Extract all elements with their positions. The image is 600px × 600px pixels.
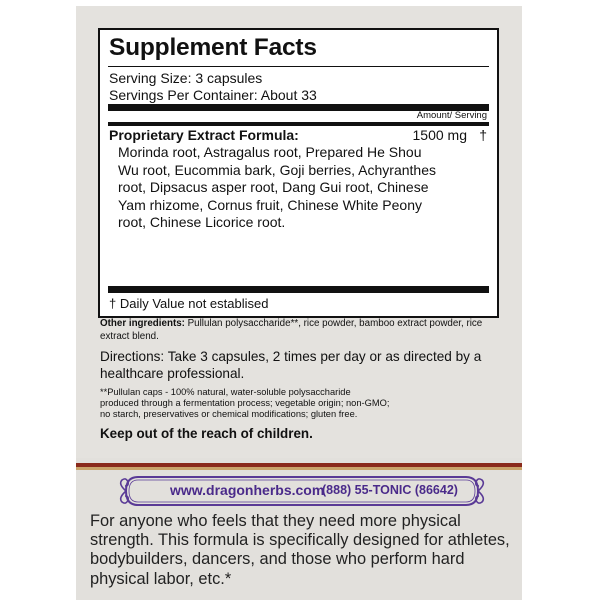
divider-medium xyxy=(108,122,489,126)
decorative-stripe-gold xyxy=(76,467,522,470)
other-ingredients xyxy=(100,318,500,343)
ingredient-line: Wu root, Eucommia bark, Goji berries, Achyranthes xyxy=(118,161,436,178)
other-ingredients-text: Pullulan polysaccharide**, rice powder, bamboo extract powder, rice extract blend. xyxy=(100,318,483,342)
pullulan-note xyxy=(100,387,500,421)
servings-per-container: Servings Per Container: About 33 xyxy=(109,87,317,103)
facts-title: Supplement Facts xyxy=(109,34,317,61)
contact-banner xyxy=(116,474,488,508)
pullulan-line: produced through a fermentation process; vegetable origin; non-GMO; xyxy=(100,398,390,409)
daily-value-note: † Daily Value not establised xyxy=(109,296,269,311)
formula-name: Proprietary Extract Formula: xyxy=(109,127,299,143)
formula-dagger: † xyxy=(479,127,487,143)
formula-amount: 1500 mg xyxy=(412,127,467,143)
other-ingredients-label: Other ingredients: xyxy=(100,318,185,329)
ingredient-line: Morinda root, Astragalus root, Prepared He Shou xyxy=(118,144,422,160)
phone-number: (888) 55-TONIC (86642) xyxy=(322,483,458,497)
child-warning: Keep out of the reach of children. xyxy=(100,426,313,441)
directions: Directions: Take 3 capsules, 2 times per day or as directed by a healthcare professional. xyxy=(100,349,482,381)
supplement-facts-panel xyxy=(98,28,499,318)
pullulan-line: **Pullulan caps - 100% natural, water-soluble polysaccharide xyxy=(100,387,351,397)
divider-thick xyxy=(108,286,489,293)
serving-size: Serving Size: 3 capsules xyxy=(109,70,263,86)
pullulan-line: no starch, preservatives or chemical modifications; gluten free. xyxy=(100,409,358,420)
product-description: For anyone who feels that they need more physical strength. This formula is specifically designed for athletes, bodybuilders, dancers, and those who perform hard physical labor, etc.* xyxy=(90,512,510,588)
product-label xyxy=(76,6,522,600)
ingredient-line: root, Dipsacus asper root, Dang Gui root, Chinese xyxy=(118,179,429,196)
divider xyxy=(108,66,489,67)
ingredient-line: root, Chinese Licorice root. xyxy=(118,214,286,231)
website-link[interactable]: www.dragonherbs.com xyxy=(170,482,325,498)
ingredient-list xyxy=(118,144,468,232)
amount-per-serving-header: Amount/ Serving xyxy=(416,110,487,121)
ingredient-line: Yam rhizome, Cornus fruit, Chinese White Peony xyxy=(118,196,422,213)
label-upper-panel xyxy=(76,6,522,458)
